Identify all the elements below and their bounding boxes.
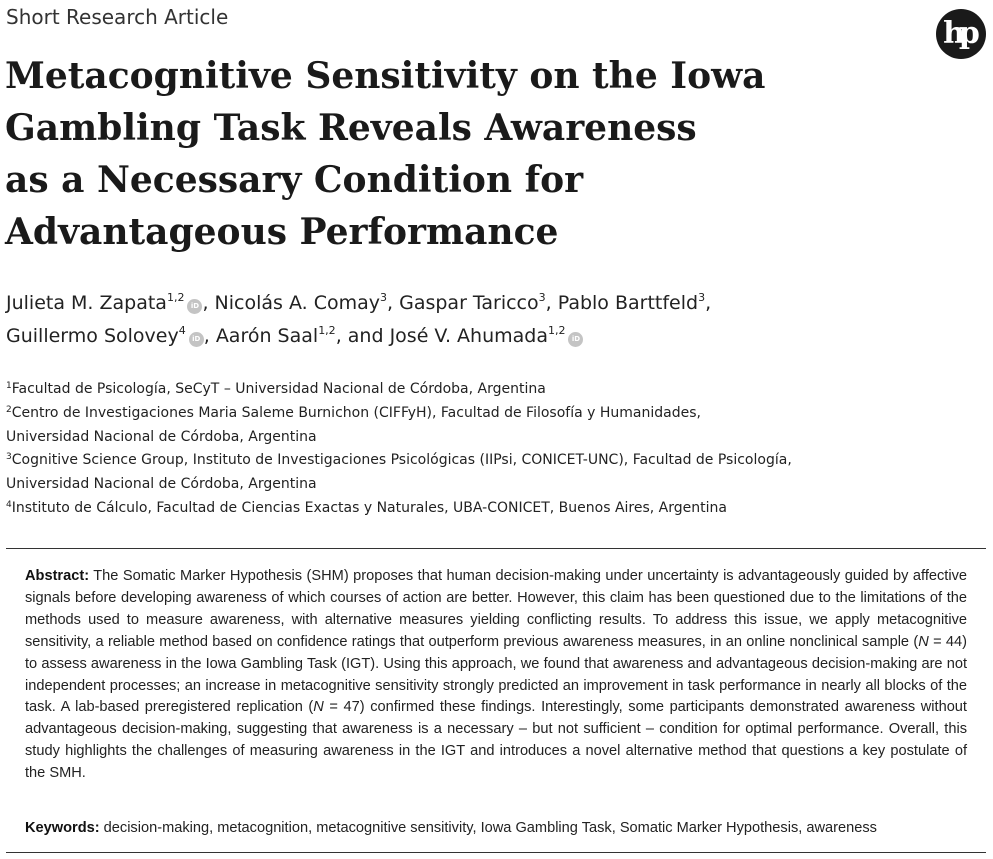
affiliation-item bbox=[6, 378, 966, 402]
keywords-label: Keywords: bbox=[25, 820, 100, 836]
author-name: José V. Ahumada bbox=[389, 325, 548, 347]
author-affiliation-sup: 4 bbox=[178, 324, 186, 337]
author-name: Guillermo Solovey bbox=[6, 325, 179, 347]
author-name: Gaspar Taricco bbox=[399, 292, 539, 314]
affiliation-item bbox=[6, 402, 966, 426]
affiliation-number: 2 bbox=[6, 404, 12, 415]
author-separator: , and bbox=[335, 325, 390, 347]
sample-size-label: N bbox=[918, 633, 929, 650]
orcid-icon[interactable]: iD bbox=[568, 332, 583, 347]
abstract-bottom-divider bbox=[6, 852, 986, 853]
orcid-icon[interactable]: iD bbox=[187, 299, 202, 314]
sample-size-value: = 47 bbox=[323, 699, 360, 716]
title-line: as a Necessary Condition for bbox=[5, 159, 584, 201]
orcid-icon[interactable]: iD bbox=[189, 332, 204, 347]
abstract-paragraph bbox=[25, 566, 967, 785]
publisher-logo bbox=[936, 9, 986, 59]
sample-size-value: = 44 bbox=[928, 633, 963, 650]
keywords-line bbox=[25, 818, 975, 838]
affiliation-text: Cognitive Science Group, Instituto de Investigaciones Psicológicas (IIPsi, CONICET-UNC), Facultad de Psicología, bbox=[11, 452, 792, 469]
affiliation-item bbox=[6, 497, 966, 521]
affiliation-text: Universidad Nacional de Córdoba, Argentina bbox=[6, 476, 317, 493]
sample-size-label: N bbox=[313, 699, 324, 716]
author-list bbox=[6, 287, 966, 353]
affiliation-item bbox=[6, 449, 966, 473]
author-separator: , bbox=[545, 292, 558, 314]
author-name: Julieta M. Zapata bbox=[6, 292, 167, 314]
abstract-text: ) to assess awareness in the Iowa Gambling Task (IGT). Using this approach, we found that awareness and advantageous decision-making are not independent processes; an increase in metacognitive sensitivity strongly predicted an improvement in task performance in nearly all blocks of the task. A lab-based preregistered replication ( bbox=[25, 633, 967, 716]
author-separator: , bbox=[705, 292, 712, 314]
affiliation-item bbox=[6, 473, 966, 497]
author-name: Nicolás A. Comay bbox=[214, 292, 380, 314]
title-line: Advantageous Performance bbox=[5, 211, 559, 253]
author-affiliation-sup: 1,2 bbox=[547, 324, 566, 337]
affiliation-number: 3 bbox=[6, 452, 12, 463]
title-line: Metacognitive Sensitivity on the Iowa bbox=[5, 55, 766, 97]
author-separator: , bbox=[203, 325, 216, 347]
author-affiliation-sup: 1,2 bbox=[318, 324, 336, 337]
author-affiliation-sup: 3 bbox=[698, 291, 706, 304]
affiliation-text: Facultad de Psicología, SeCyT – Universidad Nacional de Córdoba, Argentina bbox=[11, 381, 546, 397]
article-type-label: Short Research Article bbox=[6, 5, 229, 29]
affiliation-text: Instituto de Cálculo, Facultad de Ciencias Exactas y Naturales, UBA-CONICET, Buenos Aires, Argentina bbox=[11, 499, 727, 516]
author-separator: , bbox=[202, 292, 215, 314]
abstract-label: Abstract: bbox=[25, 568, 90, 584]
abstract-text: The Somatic Marker Hypothesis (SHM) proposes that human decision-making under uncertainty is advantageously guided by affective signals before developing awareness of which courses of action are better. However, this claim has been questioned due to the limitations of the methods used to measure awareness, with alternative measures yielding conflicting results. To address this issue, we apply metacognitive sensitivity, a reliable method based on confidence ratings that outperform previous awareness measures, in an online nonclinical sample ( bbox=[25, 568, 967, 650]
affiliation-list bbox=[6, 378, 966, 521]
article-title bbox=[5, 50, 905, 258]
author-line bbox=[6, 320, 966, 353]
affiliation-text: Centro de Investigaciones Maria Saleme Burnichon (CIFFyH), Facultad de Filosofía y Humanidades, bbox=[11, 404, 701, 421]
publisher-logo-text: hp bbox=[943, 15, 974, 51]
affiliation-text: Universidad Nacional de Córdoba, Argentina bbox=[6, 428, 317, 445]
author-affiliation-sup: 1,2 bbox=[166, 291, 185, 304]
keywords-text: decision-making, metacognition, metacognitive sensitivity, Iowa Gambling Task, Somatic Marker Hypothesis, awareness bbox=[99, 820, 877, 836]
title-line: Gambling Task Reveals Awareness bbox=[5, 107, 697, 149]
author-separator: , bbox=[387, 292, 400, 314]
author-affiliation-sup: 3 bbox=[380, 291, 387, 304]
author-name: Aarón Saal bbox=[215, 325, 319, 347]
abstract-text: ) confirmed these findings. Interestingly, some participants demonstrated awareness without advantageous decision-making, suggesting that awareness is a necessary – but not sufficient – condition for optimal performance. Overall, this study highlights the challenges of measuring awareness in the IGT and introduces a novel alternative method that questions a key postulate of the SMH. bbox=[25, 699, 967, 782]
author-line bbox=[6, 287, 966, 320]
affiliation-item bbox=[6, 426, 966, 450]
abstract-top-divider bbox=[6, 548, 986, 549]
affiliation-number: 4 bbox=[6, 499, 12, 510]
author-affiliation-sup: 3 bbox=[538, 291, 546, 304]
author-name: Pablo Barttfeld bbox=[557, 292, 699, 314]
affiliation-number: 1 bbox=[6, 381, 12, 391]
